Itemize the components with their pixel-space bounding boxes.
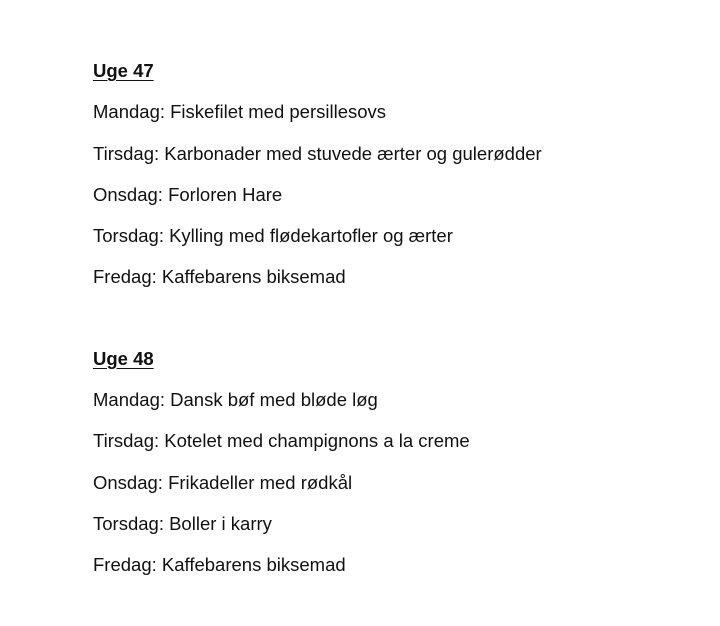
menu-item-wednesday: Onsdag: Frikadeller med rødkål [93, 471, 353, 493]
menu-item-thursday: Torsdag: Boller i karry [93, 512, 272, 534]
menu-document [93, 50, 542, 626]
week-heading: Uge 48 [93, 347, 154, 369]
week-48-section [93, 338, 542, 586]
week-47-section [93, 50, 542, 298]
menu-item-monday: Mandag: Dansk bøf med bløde løg [93, 389, 378, 411]
menu-item-friday: Fredag: Kaffebarens biksemad [93, 554, 346, 576]
menu-item-tuesday: Tirsdag: Kotelet med champignons a la creme [93, 430, 470, 452]
week-heading: Uge 47 [93, 60, 154, 81]
menu-item-thursday: Torsdag: Kylling med flødekartofler og ærter [93, 225, 453, 247]
menu-item-wednesday: Onsdag: Forloren Hare [93, 183, 283, 205]
menu-item-tuesday: Tirsdag: Karbonader med stuvede ærter og gulerødder [93, 142, 542, 164]
menu-item-friday: Fredag: Kaffebarens biksemad [93, 266, 346, 288]
menu-item-monday: Mandag: Fiskefilet med persillesovs [93, 101, 387, 123]
